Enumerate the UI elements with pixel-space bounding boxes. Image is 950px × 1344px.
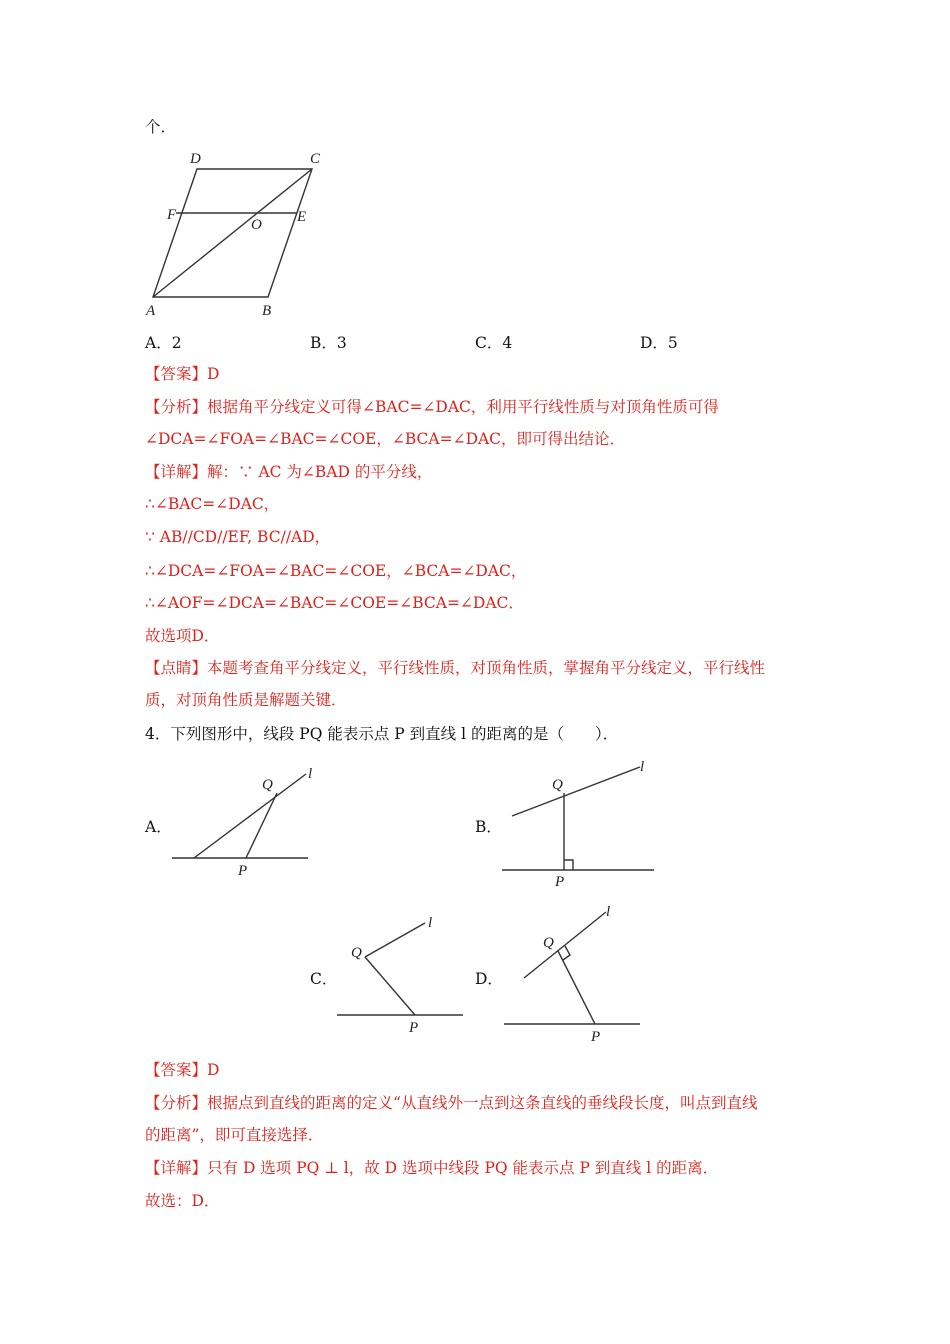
- label-l: l: [606, 904, 611, 920]
- question-fragment: 个．: [145, 118, 177, 136]
- q4-option-a-label: A．: [145, 818, 172, 836]
- detail-line-1: 解：∵ AC 为∠BAD 的平分线，: [207, 463, 433, 481]
- detail-line-3: ∵ AB//CD//EF, BC//AD，: [145, 528, 331, 546]
- label-e: E: [297, 209, 307, 225]
- label-a: A: [146, 303, 156, 319]
- analysis-line-1: 根据点到直线的距离的定义“从直线外一点到这条直线的垂线段长度，叫点到直线: [207, 1094, 758, 1112]
- q3-analysis: [145, 397, 719, 417]
- analysis-line-2: 的距离”，即可直接选择．: [145, 1126, 324, 1144]
- label-q: Q: [351, 945, 362, 961]
- label-l: l: [428, 915, 433, 931]
- detail-tag: 【详解】: [145, 463, 208, 481]
- answer-tag: 【答案】: [145, 365, 208, 383]
- parallelogram-figure: [140, 145, 340, 325]
- detail-line-1: 只有 D 选项 PQ ⊥ l，故 D 选项中线段 PQ 能表示点 P 到直线 l 的距离．: [207, 1159, 719, 1177]
- label-b: B: [262, 303, 272, 319]
- label-q: Q: [543, 935, 554, 951]
- label-p: P: [409, 1020, 419, 1036]
- comment-tag: 【点睛】: [145, 659, 208, 677]
- conclusion: 故选项D．: [145, 627, 220, 645]
- label-q: Q: [262, 777, 273, 793]
- label-o: O: [251, 217, 262, 233]
- detail-line-5: ∴∠AOF=∠DCA=∠BAC=∠COE=∠BCA=∠DAC．: [145, 594, 524, 612]
- answer-value: D: [207, 365, 220, 383]
- answer-value: D: [207, 1061, 220, 1079]
- comment-line-2: 质，对顶角性质是解题关键．: [145, 691, 347, 709]
- label-p: P: [555, 874, 565, 890]
- analysis-line-2: ∠DCA=∠FOA=∠BAC=∠COE，∠BCA=∠DAC，即可得出结论．: [145, 430, 626, 448]
- comment-line-1: 本题考查角平分线定义，平行线性质，对顶角性质，掌握角平分线定义，平行线性: [207, 659, 766, 677]
- q4-figure-c: [335, 905, 470, 1035]
- conclusion: 故选：D．: [145, 1192, 220, 1210]
- q4-stem: 4．下列图形中，线段 PQ 能表示点 P 到直线 l 的距离的是（ ）．: [145, 725, 619, 743]
- diagonal-ac: [153, 169, 312, 297]
- q4-figure-d: [500, 900, 645, 1045]
- q4-analysis: [145, 1093, 757, 1113]
- q4-option-c-label: C．: [310, 970, 338, 988]
- q4-answer: [145, 1060, 219, 1080]
- q4-option-d-label: D．: [475, 970, 503, 988]
- q3-comment: [145, 658, 765, 678]
- option-c: C．4: [475, 334, 513, 352]
- q4-figure-b: [500, 755, 660, 890]
- q4-option-b-label: B．: [475, 818, 502, 836]
- label-q: Q: [552, 777, 563, 793]
- analysis-line-1: 根据角平分线定义可得∠BAC=∠DAC，利用平行线性质与对顶角性质可得: [207, 398, 719, 416]
- label-c: C: [310, 151, 321, 167]
- label-f: F: [167, 207, 177, 223]
- detail-line-2: ∴∠BAC=∠DAC，: [145, 495, 280, 513]
- q4-detail: [145, 1158, 718, 1178]
- detail-tag: 【详解】: [145, 1159, 208, 1177]
- option-d: D．5: [640, 334, 678, 352]
- q3-detail: [145, 462, 432, 482]
- label-p: P: [591, 1029, 601, 1045]
- analysis-tag: 【分析】: [145, 1094, 208, 1112]
- option-b: B．3: [310, 334, 347, 352]
- label-l: l: [640, 759, 645, 775]
- q3-answer: [145, 364, 219, 384]
- label-d: D: [190, 151, 201, 167]
- answer-tag: 【答案】: [145, 1061, 208, 1079]
- q4-figure-a: [168, 762, 318, 882]
- option-a: A．2: [145, 334, 182, 352]
- detail-line-4: ∴∠DCA=∠FOA=∠BAC=∠COE，∠BCA=∠DAC，: [145, 562, 527, 580]
- analysis-tag: 【分析】: [145, 398, 208, 416]
- label-l: l: [308, 766, 313, 782]
- label-p: P: [238, 863, 248, 879]
